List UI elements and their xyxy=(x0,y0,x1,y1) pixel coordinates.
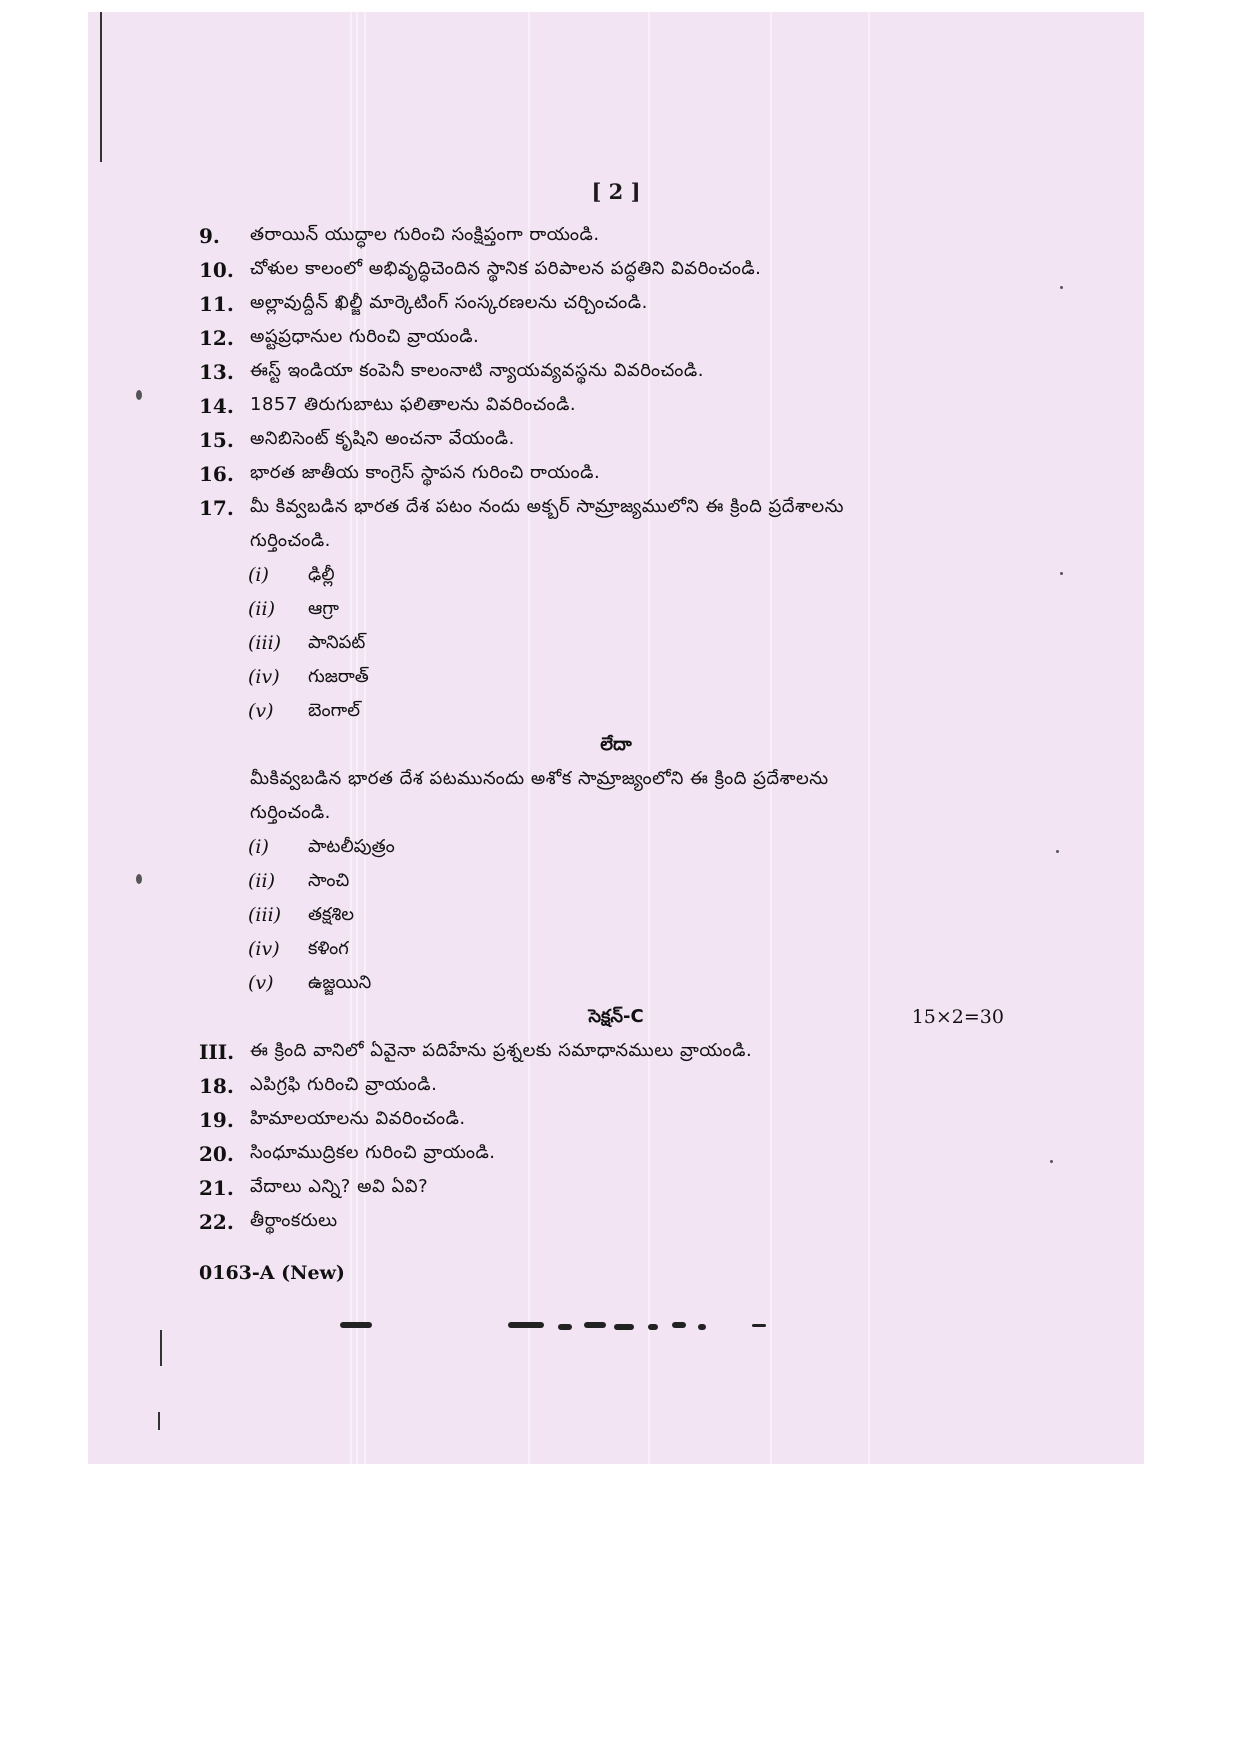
scan-smudge xyxy=(648,1324,658,1330)
scan-smudge xyxy=(558,1324,572,1330)
scan-smudge xyxy=(614,1324,634,1330)
section-c-marks: 15×2=30 xyxy=(911,1006,1004,1028)
scan-smudge xyxy=(508,1322,544,1328)
scan-smudge xyxy=(584,1322,606,1328)
or-label: లేదా xyxy=(600,734,632,755)
paper-code: 0163-A (New) xyxy=(199,1262,345,1284)
scan-smudge xyxy=(672,1322,686,1328)
page-number: [ 2 ] xyxy=(591,179,641,204)
scan-smudge xyxy=(698,1324,706,1330)
section-c-title: సెక్షన్-C xyxy=(588,1006,644,1027)
scanned-page: [ 2 ] 9. తరాయిన్ యుద్ధాల గురించి సంక్షిప్తంగా రాయండి. 10. చోళుల కాలంలో అభివృద్ధిచెందిన స్థానిక పరిపాలన పద్ధతిని వివరించండి. 11. అల్లావుద్దీన్ ఖిల్జీ మార్కెటింగ్ సంస్కరణలను చర్చించండి. 12. అష్టప్రధానుల గురించి వ్రాయండి. 13. ఈస్ట్ ఇండియా కంపెనీ కాలంనాటి న్యాయవ్యవస్థను వివరించండి. 14. 1857 తిరుగుబాటు ఫలితాలను వివరించండి. 15. అనిబిసెంట్ కృషిని అంచనా వేయండి. 16. భారత జాతీయ కాంగ్రెస్ స్థాపన గురించి రాయండి. 17. మీ కివ్వబడిన భారత దేశ పటం నందు అక్బర్ సామ్రాజ్యములోని ఈ క్రింది ప్రదేశాలను గుర్తించండి. (i) ఢిల్లీ (ii) ఆగ్రా (iii) పానిపట్ (iv) గుజరాత్ (v) బెంగాల్ లేదా మీకివ్వబడిన భారత దేశ పటమునందు అశోక సామ్రాజ్యంలోని ఈ క్రింది ప్రదేశాలను గుర్తించండి. (i) పాటలీపుత్రం (ii) సాంచి (iii) తక్షశిల (iv) కళింగ (v) ఉజ్జయిని సెక్షన్-C 15×2=30 III. ఈ క్రింది వానిలో ఏవైనా పదిహేను ప్రశ్నలకు సమాధానములు వ్రాయండి. 18. ఎపిగ్రఫి గురించి వ్రాయండి. 19. హిమాలయాలను వివరించండి. 20. సింధూముద్రికల గురించి వ్రాయండి. 21. వేదాలు ఎన్ని? అవి ఏవి? 22. తీర్థాంకరులు 0163-A (New) xyxy=(88,12,1144,1464)
scan-smudge xyxy=(340,1322,372,1328)
scan-smudge xyxy=(752,1324,766,1327)
